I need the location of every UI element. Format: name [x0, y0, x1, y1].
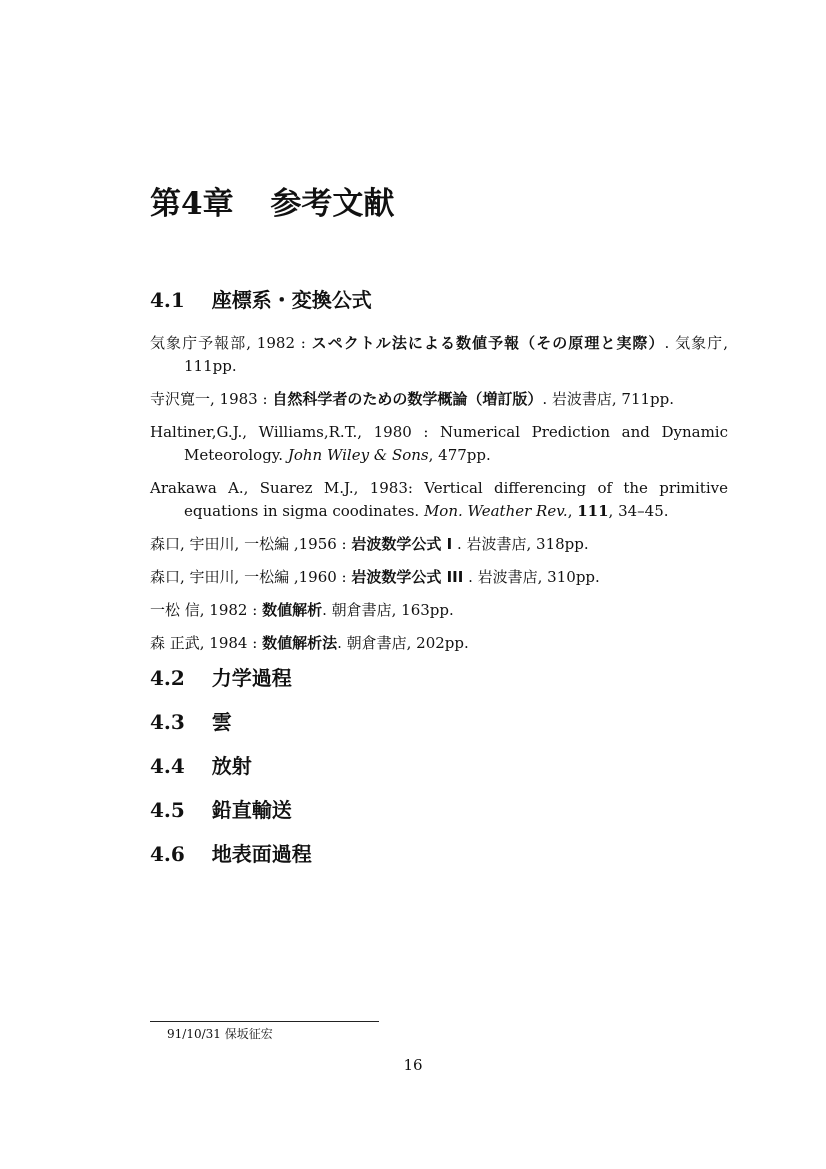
- ref-segment: 数値解析法: [262, 634, 338, 653]
- footnote-rule: [150, 1021, 379, 1022]
- reference-entry: [150, 566, 728, 589]
- section-heading-4-3: [150, 709, 728, 735]
- ref-segment: 数値解析: [262, 601, 323, 620]
- ref-segment: Haltiner,G.J., Williams,R.T., 1980 : Numerical Prediction and Dynamic Meteorology.: [150, 423, 728, 465]
- section-number: 4.5: [150, 798, 185, 823]
- ref-segment: , 477pp.: [428, 446, 491, 465]
- ref-segment: ,: [567, 502, 578, 521]
- reference-entry: [150, 477, 728, 523]
- ref-segment: 寺沢寛一, 1983 :: [150, 390, 273, 409]
- section-number: 4.6: [150, 842, 185, 867]
- ref-segment: 一松 信, 1982 :: [150, 601, 263, 620]
- reference-entry: [150, 421, 728, 467]
- ref-segment: 森口, 宇田川, 一松編 ,1960 :: [150, 568, 352, 587]
- ref-segment: . 岩波書店, 711pp.: [542, 390, 675, 409]
- chapter-heading: [150, 186, 728, 223]
- footnote-text: 91/10/31 保坂征宏: [167, 1027, 273, 1041]
- section-title: 力学過程: [211, 666, 292, 691]
- ref-segment: 岩波数学公式 I: [351, 535, 453, 554]
- reference-entry: [150, 388, 728, 411]
- ref-segment: 気象庁予報部, 1982 :: [150, 334, 312, 353]
- ref-segment: 111: [577, 502, 609, 521]
- chapter-title: 参考文献: [270, 186, 395, 222]
- reference-entry: [150, 332, 728, 378]
- section-title: 雲: [211, 710, 232, 735]
- ref-segment: . 岩波書店, 318pp.: [452, 535, 589, 554]
- ref-segment: , 34–45.: [608, 502, 669, 521]
- section-heading-4-4: [150, 753, 728, 779]
- ref-segment: . 朝倉書店, 202pp.: [337, 634, 469, 653]
- ref-segment: 岩波数学公式 III: [351, 568, 464, 587]
- ref-segment: . 朝倉書店, 163pp.: [322, 601, 454, 620]
- chapter-number: 第4章: [150, 186, 234, 222]
- ref-segment: . 岩波書店, 310pp.: [463, 568, 600, 587]
- section-number: 4.2: [150, 666, 185, 691]
- ref-segment: . 気象庁, 111pp.: [184, 334, 728, 376]
- ref-segment: 森口, 宇田川, 一松編 ,1956 :: [150, 535, 352, 554]
- section-number: 4.1: [150, 288, 185, 313]
- reference-list: [150, 332, 728, 655]
- text-block: [150, 0, 728, 885]
- section-title: 放射: [211, 754, 252, 779]
- ref-segment: 自然科学者のための数学概論（増訂版）: [272, 390, 543, 409]
- reference-entry: [150, 599, 728, 622]
- section-heading-4-2: [150, 665, 728, 691]
- section-number: 4.4: [150, 754, 185, 779]
- ref-segment: スペクトル法による数値予報（その原理と実際）: [311, 334, 665, 353]
- ref-segment: Arakawa A., Suarez M.J., 1983: Vertical differencing of the primitive equations in sigma coodinates.: [150, 479, 728, 521]
- ref-segment: John Wiley & Sons: [287, 446, 429, 465]
- section-title: 座標系・変換公式: [211, 288, 372, 313]
- reference-entry: [150, 533, 728, 556]
- section-title: 地表面過程: [211, 842, 312, 867]
- page-number: 16: [403, 1056, 423, 1074]
- section-heading-4-5: [150, 797, 728, 823]
- ref-segment: Mon. Weather Rev.: [423, 502, 568, 521]
- ref-segment: 森 正武, 1984 :: [150, 634, 263, 653]
- section-number: 4.3: [150, 710, 185, 735]
- reference-entry: [150, 632, 728, 655]
- section-title: 鉛直輸送: [211, 798, 292, 823]
- section-heading-4-6: [150, 841, 728, 867]
- section-heading-4-1: [150, 287, 728, 313]
